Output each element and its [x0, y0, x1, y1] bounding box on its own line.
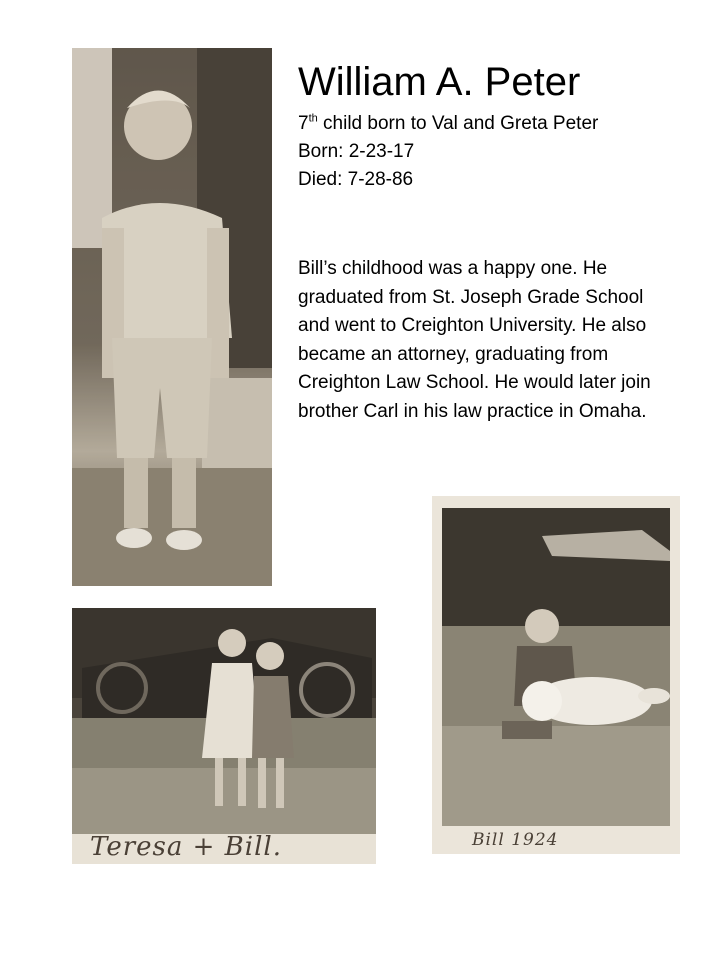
- birth-order-text: child born to Val and Greta Peter: [317, 113, 599, 134]
- person-name-title: William A. Peter: [298, 60, 581, 104]
- birth-order-line: [298, 110, 688, 138]
- biography-paragraph: Bill’s childhood was a happy one. He graduated from St. Joseph Grade School and went to Creighton University. He also became an attorney, graduating from Creighton Law School. He would later join brother Carl in his law practice in Omaha.: [298, 258, 651, 422]
- photo-teresa-and-bill-image: [72, 608, 376, 864]
- photo-boy-standing: [72, 48, 272, 586]
- born-date: Born: 2-23-17: [298, 141, 415, 162]
- biography-text: [298, 58, 688, 422]
- photo-bill-with-dog: [432, 496, 680, 854]
- photo-boy-standing-image: [72, 48, 272, 586]
- died-date: Died: 7-28-86: [298, 169, 414, 190]
- photo-teresa-and-bill: [72, 608, 376, 864]
- birth-order-suffix: th: [308, 112, 318, 125]
- birth-order-number: 7: [298, 113, 309, 134]
- photo-teresa-and-bill-caption: Teresa + Bill.: [90, 832, 283, 862]
- photo-bill-with-dog-caption: Bill 1924: [472, 830, 559, 850]
- photo-bill-with-dog-image: [432, 496, 680, 854]
